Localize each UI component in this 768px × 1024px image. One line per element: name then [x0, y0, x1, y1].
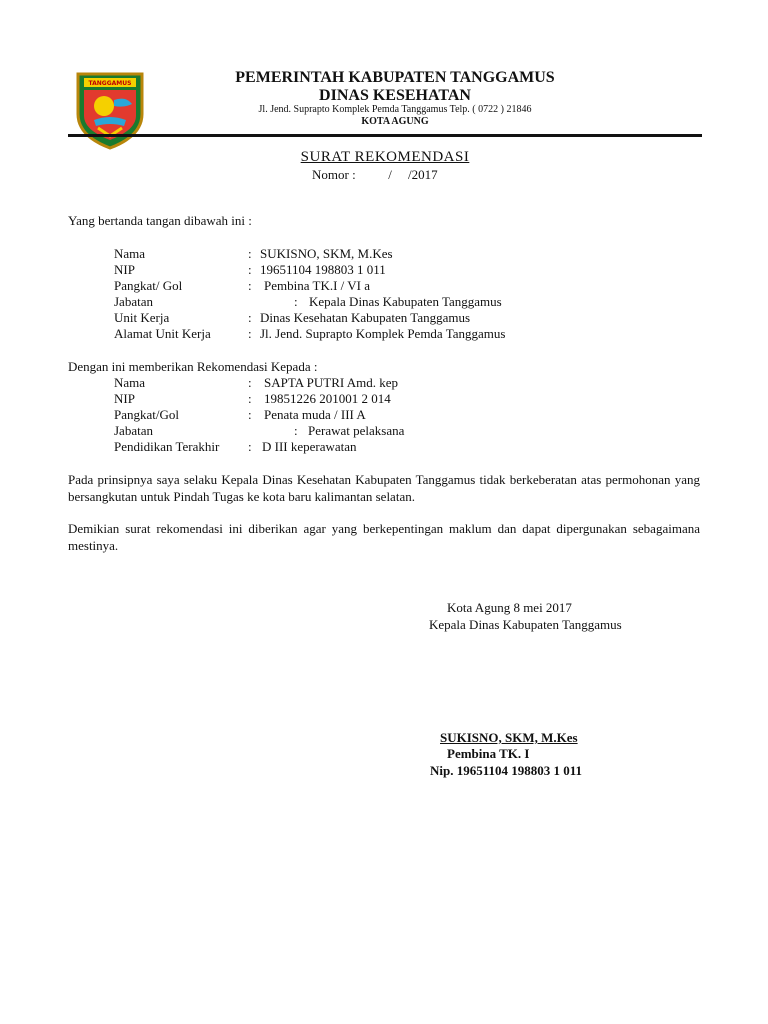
signer-address-value: Jl. Jend. Suprapto Komplek Pemda Tanggamus: [260, 326, 506, 341]
colon: :: [248, 391, 252, 406]
colon: :: [248, 310, 252, 325]
colon: :: [248, 262, 252, 277]
recipient-name-label: Nama: [114, 375, 146, 390]
colon: :: [294, 294, 298, 309]
colon: :: [248, 439, 252, 454]
signature-place-date: Kota Agung 8 mei 2017: [447, 600, 572, 615]
signer-name-value: SUKISNO, SKM, M.Kes: [260, 246, 393, 261]
signer-address-label: Alamat Unit Kerja: [114, 326, 211, 341]
signer-unit-label: Unit Kerja: [114, 310, 170, 325]
signature-rank: Pembina TK. I: [447, 746, 530, 761]
recipient-rank-label: Pangkat/Gol: [114, 407, 179, 422]
header-divider: [68, 134, 702, 137]
intro-text: Yang bertanda tangan dibawah ini :: [68, 213, 252, 228]
recipient-position-label: Jabatan: [114, 423, 153, 438]
recipient-nip-label: NIP: [114, 391, 135, 406]
colon: :: [248, 246, 252, 261]
signature-name: SUKISNO, SKM, M.Kes: [440, 730, 578, 745]
signer-position-value: Kepala Dinas Kabupaten Tanggamus: [309, 294, 502, 309]
recipient-education-value: D III keperawatan: [262, 439, 357, 454]
colon: :: [248, 326, 252, 341]
signer-position-label: Jabatan: [114, 294, 153, 309]
signer-rank-value: Pembina TK.I / VI a: [264, 278, 371, 293]
recommendation-intro: Dengan ini memberikan Rekomendasi Kepada :: [68, 359, 318, 374]
colon: :: [248, 278, 252, 293]
header-city: KOTA AGUNG: [361, 116, 429, 127]
signer-nip-label: NIP: [114, 262, 135, 277]
recipient-education-label: Pendidikan Terakhir: [114, 439, 220, 454]
header-office-name: DINAS KESEHATAN: [319, 87, 471, 104]
header-government-name: PEMERINTAH KABUPATEN TANGGAMUS: [235, 69, 555, 86]
signature-nip: Nip. 19651104 198803 1 011: [430, 763, 583, 778]
letter-title: SURAT REKOMENDASI: [300, 149, 470, 165]
recipient-position-value: Perawat pelaksana: [308, 423, 405, 438]
body-paragraph-closing: Demikian surat rekomendasi ini diberikan agar yang berkepentingan maklum dan dapat dipergunakan sebagaimana mestinya.: [68, 521, 700, 553]
colon: :: [248, 375, 252, 390]
recipient-name-value: SAPTA PUTRI Amd. kep: [264, 375, 399, 390]
tanggamus-regency-logo-icon: [74, 70, 146, 150]
letter-number: Nomor : / /2017: [312, 167, 438, 182]
colon: :: [248, 407, 252, 422]
signature-position: Kepala Dinas Kabupaten Tanggamus: [429, 617, 622, 632]
recipient-rank-value: Penata muda / III A: [264, 407, 366, 422]
recipient-nip-value: 19851226 201001 2 014: [264, 391, 391, 406]
signer-nip-value: 19651104 198803 1 011: [260, 262, 386, 277]
signer-name-label: Nama: [114, 246, 146, 261]
signer-unit-value: Dinas Kesehatan Kabupaten Tanggamus: [260, 310, 471, 325]
colon: :: [294, 423, 298, 438]
signer-rank-label: Pangkat/ Gol: [114, 278, 183, 293]
body-paragraph-approval: Pada prinsipnya saya selaku Kepala Dinas Kesehatan Kabupaten Tanggamus tidak berkeberatan atas permohonan yang bersangkutan untuk Pindah Tugas ke kota baru kalimantan selatan.: [68, 472, 700, 504]
header-address: Jl. Jend. Suprapto Komplek Pemda Tanggamus Telp. ( 0722 ) 21846: [258, 104, 532, 115]
svg-text:TANGGAMUS: TANGGAMUS: [88, 80, 132, 87]
